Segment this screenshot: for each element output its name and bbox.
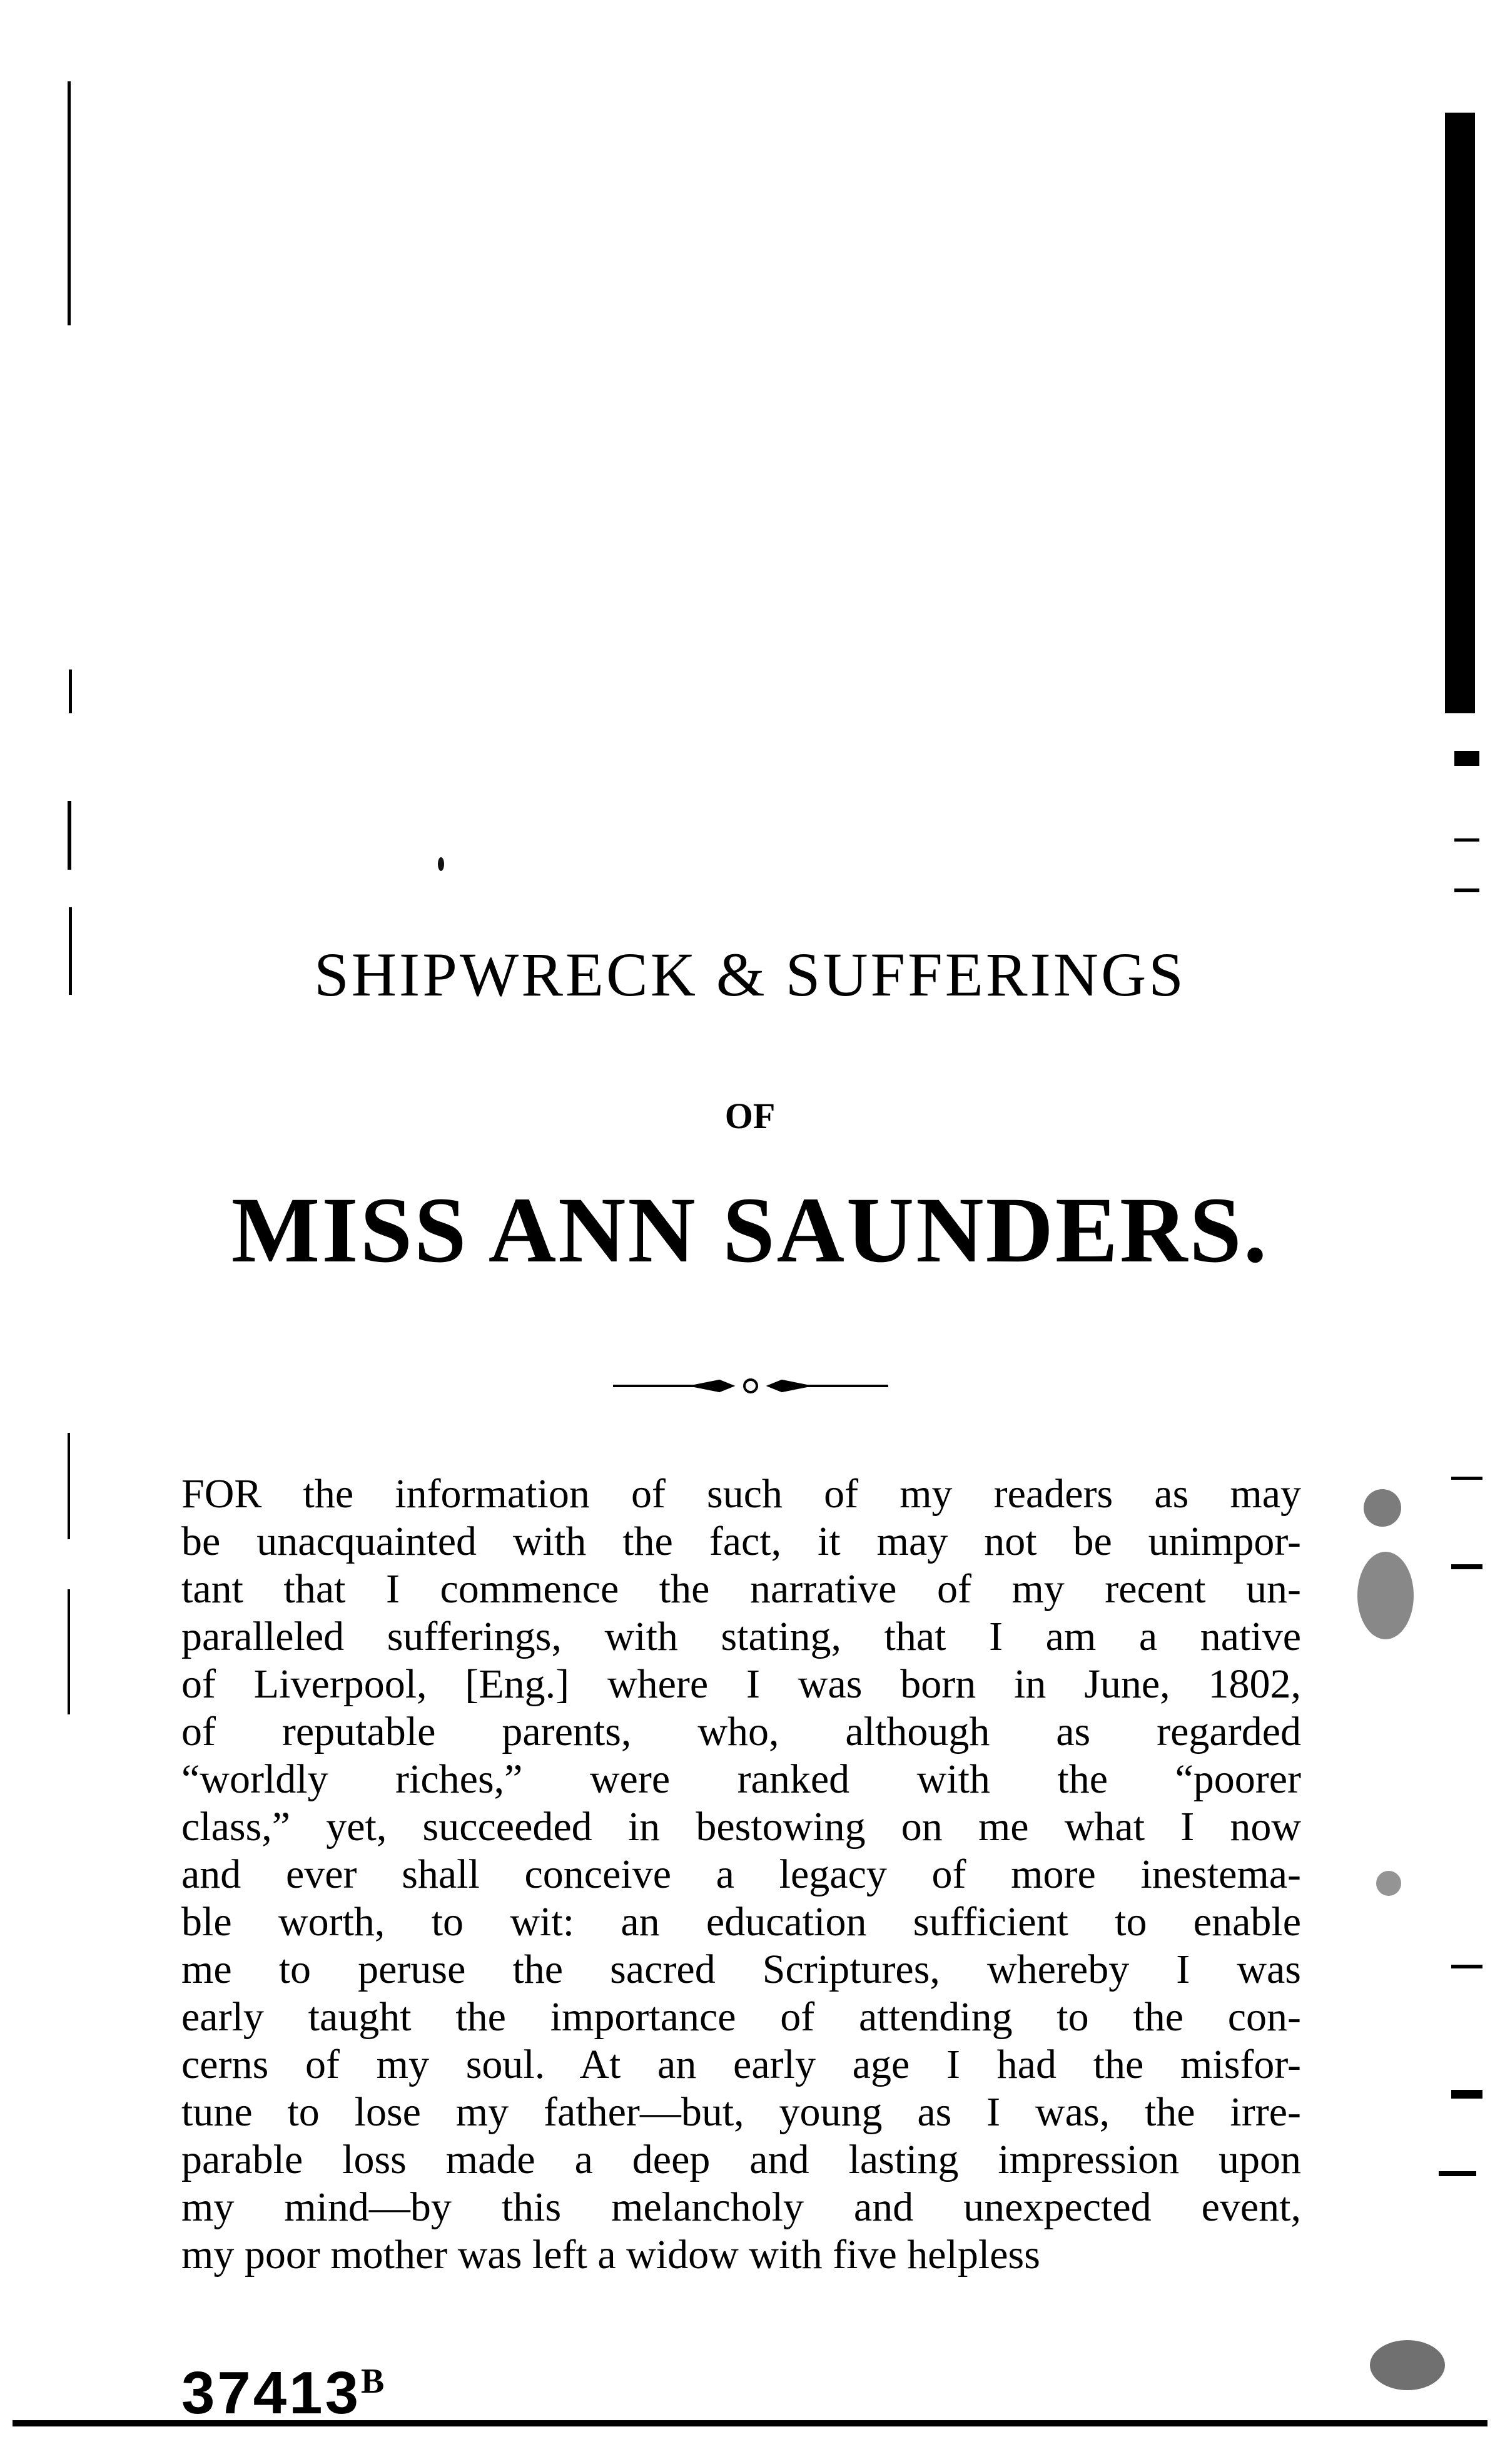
page-spine [1445,113,1475,713]
ink-stain [1376,1871,1401,1896]
catalog-number-suffix: B [360,2362,387,2401]
margin-rule [69,669,72,713]
body-line: and ever shall conceive a legacy of more inestema- [181,1851,1301,1897]
body-line: tune to lose my father—but, young as I was, the irre- [181,2089,1301,2135]
margin-rule [68,1433,70,1539]
ornament-divider [613,1373,888,1398]
body-line: early taught the importance of attending to the con- [181,1994,1301,2040]
catalog-number [181,2359,387,2428]
margin-rule [68,81,71,325]
ink-stain [1357,1552,1414,1639]
edge-mark [1451,1965,1482,1968]
body-paragraph [181,1470,1301,2279]
edge-mark [1451,2090,1482,2099]
body-line: paralleled sufferings, with stating, that I am a native [181,1614,1301,1659]
edge-mark [1454,888,1479,892]
ink-stain [1370,2340,1445,2390]
title-connector: OF [724,1096,776,1136]
edge-mark [1451,1564,1482,1569]
edge-mark [1451,1477,1482,1480]
body-line: my poor mother was left a widow with five helpless [181,2232,1040,2278]
body-line: tant that I commence the narrative of my recent un- [181,1566,1301,1612]
edge-mark [1454,838,1479,842]
body-line: be unacquainted with the fact, it may not be unimpor- [181,1519,1301,1564]
catalog-number-digits: 37413 [181,2360,361,2426]
margin-rule [68,1589,70,1714]
body-line: of reputable parents, who, although as regarded [181,1709,1301,1754]
page-title: SHIPWRECK & SUFFERINGS [314,940,1186,1009]
page-title-name: MISS ANN SAUNDERS. [231,1178,1269,1282]
body-line: parable loss made a deep and lasting impression upon [181,2137,1301,2182]
ink-speck [438,857,444,871]
body-line: of Liverpool, [Eng.] where I was born in June, 1802, [181,1661,1301,1707]
body-line: “worldly riches,” were ranked with the “poorer [181,1756,1301,1802]
edge-mark [1439,2171,1476,2176]
body-line: me to peruse the sacred Scriptures, whereby I was [181,1947,1301,1992]
body-line: cerns of my soul. At an early age I had the misfor- [181,2042,1301,2087]
edge-mark [1454,751,1479,766]
body-line: FOR the information of such of my readers as may [181,1471,1301,1517]
margin-rule [68,801,71,870]
body-line: ble worth, to wit: an education sufficient to enable [181,1899,1301,1945]
ink-stain [1364,1489,1401,1527]
body-line: class,” yet, succeeded in bestowing on me what I now [181,1804,1301,1850]
body-line: my mind—by this melancholy and unexpected event, [181,2184,1301,2230]
